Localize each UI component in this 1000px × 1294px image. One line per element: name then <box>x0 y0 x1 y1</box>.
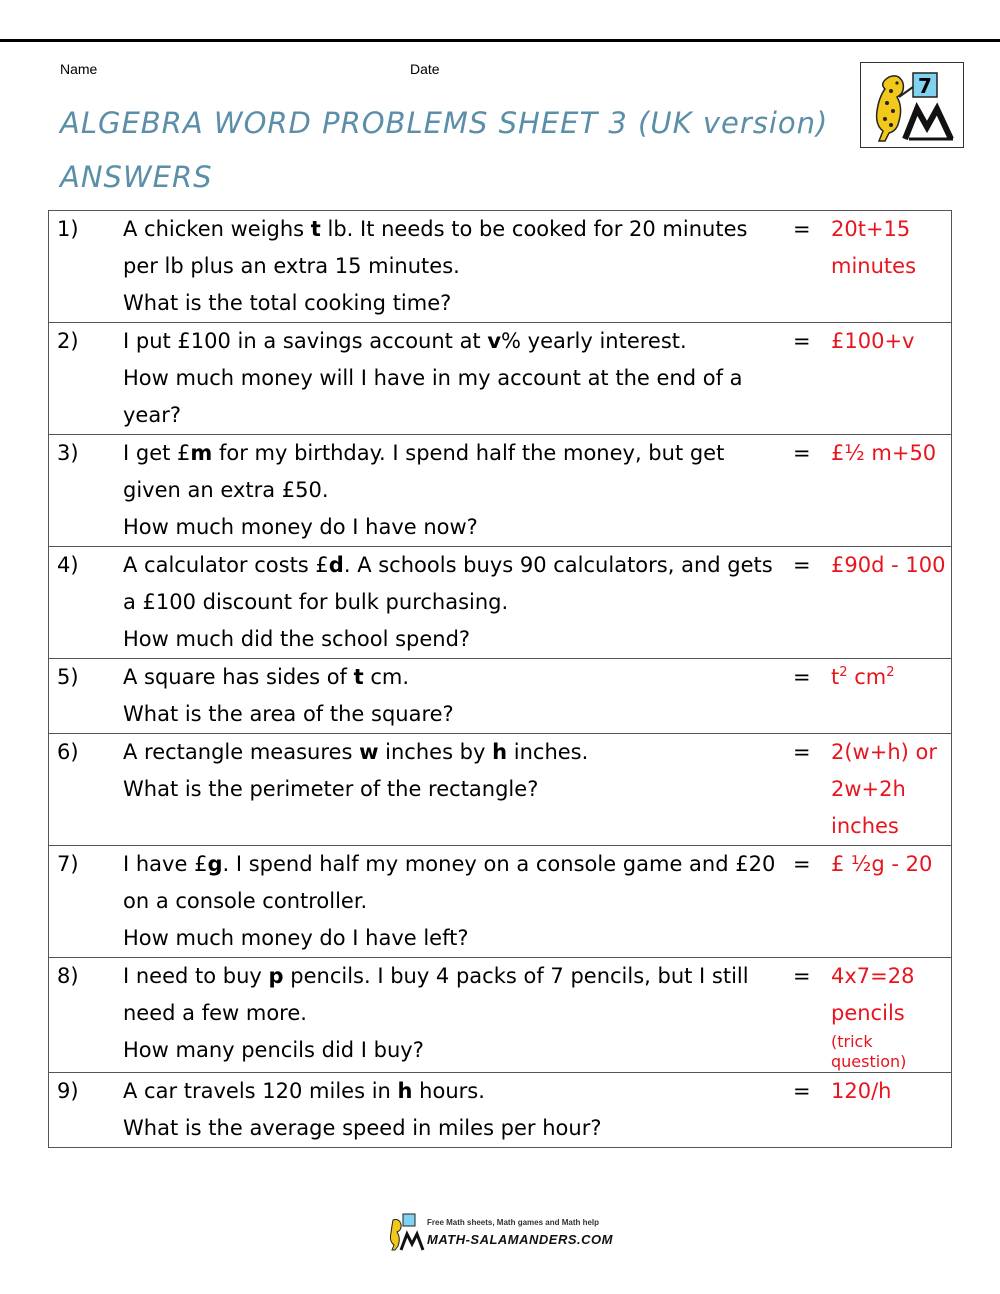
question-line: A rectangle measures w inches by h inches. <box>123 740 589 764</box>
question-line: year? <box>123 403 181 427</box>
answer-line: 2w+2h <box>831 777 906 801</box>
problem-row <box>49 547 952 659</box>
problem-question <box>123 1073 793 1148</box>
date-label: Date <box>410 61 440 77</box>
question-line: How much money do I have now? <box>123 515 478 539</box>
problem-answer <box>831 1073 952 1148</box>
variable-letter: w <box>359 740 379 764</box>
answer-note: (trick question) <box>831 1032 907 1071</box>
answers-subtitle: ANSWERS <box>60 160 213 194</box>
problem-row <box>49 846 952 958</box>
problem-number: 2) <box>49 323 124 435</box>
footer-brand: MATH-SALAMANDERS.COM <box>427 1232 613 1247</box>
problem-question <box>123 734 793 846</box>
answer-line: 4x7=28 <box>831 964 915 988</box>
answer-line: minutes <box>831 254 917 278</box>
problem-question <box>123 659 793 734</box>
problem-answer <box>831 323 952 435</box>
problem-number: 9) <box>49 1073 124 1148</box>
problem-answer <box>831 846 952 958</box>
variable-letter: m <box>190 441 213 465</box>
footer-logo <box>385 1212 615 1254</box>
variable-letter: d <box>328 553 344 577</box>
question-line: given an extra £50. <box>123 478 329 502</box>
question-line: What is the average speed in miles per hour? <box>123 1116 602 1140</box>
problem-question <box>123 435 793 547</box>
problem-row <box>49 958 952 1073</box>
problem-row <box>49 659 952 734</box>
question-line: A chicken weighs t lb. It needs to be cooked for 20 minutes <box>123 217 748 241</box>
question-line: I get £m for my birthday. I spend half the money, but get <box>123 441 725 465</box>
variable-letter: p <box>268 964 284 988</box>
equals-sign: = <box>793 659 831 734</box>
math-m-mark-icon <box>905 109 953 139</box>
equals-sign: = <box>793 734 831 846</box>
problem-question <box>123 547 793 659</box>
question-line: A car travels 120 miles in h hours. <box>123 1079 485 1103</box>
answer-line: £100+v <box>831 329 915 353</box>
problem-row <box>49 1073 952 1148</box>
logo-number: 7 <box>918 74 932 98</box>
question-line: A calculator costs £d. A schools buys 90 calculators, and gets <box>123 553 773 577</box>
problem-answer <box>831 211 952 323</box>
problem-answer <box>831 958 952 1073</box>
superscript: 2 <box>886 665 895 680</box>
problem-row <box>49 435 952 547</box>
variable-letter: t <box>310 217 321 241</box>
problem-question <box>123 211 793 323</box>
answer-line: inches <box>831 814 899 838</box>
question-line: What is the area of the square? <box>123 702 454 726</box>
problem-number: 1) <box>49 211 124 323</box>
variable-letter: g <box>207 852 223 876</box>
variable-letter: h <box>397 1079 413 1103</box>
problem-answer <box>831 734 952 846</box>
question-line: How much money will I have in my account at the end of a <box>123 366 743 390</box>
problem-number: 5) <box>49 659 124 734</box>
problem-number: 8) <box>49 958 124 1073</box>
answer-line: £90d - 100 <box>831 553 946 577</box>
question-line: How many pencils did I buy? <box>123 1038 424 1062</box>
problem-question <box>123 958 793 1073</box>
equals-sign: = <box>793 323 831 435</box>
variable-letter: t <box>353 665 364 689</box>
problems-table <box>48 210 952 1148</box>
question-line: A square has sides of t cm. <box>123 665 410 689</box>
salamander-logo <box>860 62 964 148</box>
answer-line: 120/h <box>831 1079 892 1103</box>
problem-question <box>123 323 793 435</box>
problem-answer <box>831 435 952 547</box>
equals-sign: = <box>793 1073 831 1148</box>
problem-row <box>49 211 952 323</box>
question-line: How much did the school spend? <box>123 627 471 651</box>
top-rule <box>0 39 1000 42</box>
problem-number: 6) <box>49 734 124 846</box>
variable-letter: v <box>487 329 502 353</box>
problem-answer <box>831 547 952 659</box>
problem-number: 7) <box>49 846 124 958</box>
footer-salamander-icon <box>385 1212 425 1252</box>
question-line: need a few more. <box>123 1001 307 1025</box>
variable-letter: h <box>492 740 508 764</box>
answer-line: £½ m+50 <box>831 441 937 465</box>
question-line: What is the total cooking time? <box>123 291 452 315</box>
worksheet-title: ALGEBRA WORD PROBLEMS SHEET 3 (UK version) <box>60 106 829 140</box>
problem-question <box>123 846 793 958</box>
problem-answer <box>831 659 952 734</box>
name-label: Name <box>60 61 98 77</box>
question-line: I put £100 in a savings account at v% yearly interest. <box>123 329 687 353</box>
question-line: I need to buy p pencils. I buy 4 packs of 7 pencils, but I still <box>123 964 749 988</box>
equals-sign: = <box>793 547 831 659</box>
problem-row <box>49 734 952 846</box>
question-line: What is the perimeter of the rectangle? <box>123 777 539 801</box>
answer-line: pencils <box>831 1001 905 1025</box>
superscript: 2 <box>839 665 848 680</box>
equals-sign: = <box>793 211 831 323</box>
question-line: on a console controller. <box>123 889 368 913</box>
equals-sign: = <box>793 435 831 547</box>
question-line: I have £g. I spend half my money on a console game and £20 <box>123 852 776 876</box>
equals-sign: = <box>793 846 831 958</box>
question-line: per lb plus an extra 15 minutes. <box>123 254 460 278</box>
problems-body <box>49 211 952 1148</box>
answer-line: £ ½g - 20 <box>831 852 933 876</box>
footer-tagline: Free Math sheets, Math games and Math help <box>427 1218 600 1227</box>
answer-line: 2(w+h) or <box>831 740 937 764</box>
problem-number: 4) <box>49 547 124 659</box>
question-line: How much money do I have left? <box>123 926 469 950</box>
problem-row <box>49 323 952 435</box>
answer-line: $t^2$ $cm^2$ <box>831 665 895 689</box>
equals-sign: = <box>793 958 831 1073</box>
problem-number: 3) <box>49 435 124 547</box>
question-line: a £100 discount for bulk purchasing. <box>123 590 509 614</box>
answer-line: 20t+15 <box>831 217 911 241</box>
